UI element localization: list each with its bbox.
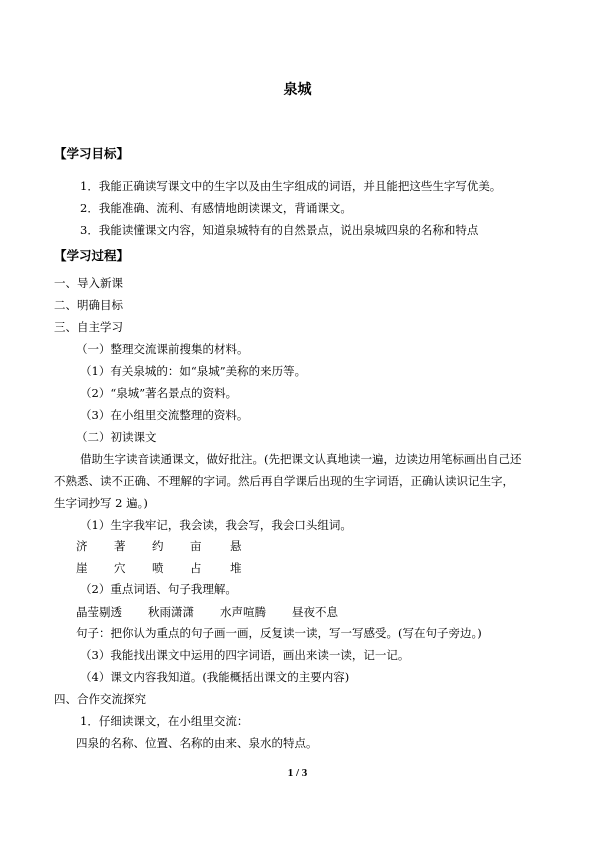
page-title: 泉城	[283, 82, 312, 98]
step-2: 二、明确目标	[54, 298, 123, 312]
phrase-item: 秋雨潇潇	[148, 605, 194, 619]
phrases-intro: （2）重点词语、句子我理解。	[80, 582, 237, 596]
part-1: （一）整理交流课前搜集的材料。	[76, 342, 249, 356]
chars-row-1	[76, 538, 242, 554]
char-item: 堆	[230, 561, 242, 575]
coop-1: 1．仔细读课文，在小组里交流：	[80, 714, 249, 728]
page-number: 1 / 3	[287, 767, 308, 779]
item-3: （3）在小组里交流整理的资料。	[80, 408, 249, 422]
item-4: （3）我能找出课文中运用的四字词语，画出来读一读，记一记。	[80, 648, 410, 662]
phrase-item: 水声喧腾	[220, 605, 266, 619]
goal-2: 2．我能准确、流利、有感情地朗读课文，背诵课文。	[80, 201, 352, 215]
item-5: （4）课文内容我知道。(我能概括出课文的主要内容)	[80, 670, 350, 684]
char-item: 著	[114, 539, 126, 553]
goal-3: 3．我能读懂课文内容，知道泉城特有的自然景点，说出泉城四泉的名称和特点	[80, 223, 479, 237]
char-item: 穴	[114, 561, 126, 575]
char-item: 崖	[76, 561, 88, 575]
item-2: （2）“泉城”著名景点的资料。	[80, 386, 238, 400]
goals-heading: 【学习目标】	[54, 146, 130, 161]
step-3: 三、自主学习	[54, 320, 123, 334]
process-heading: 【学习过程】	[54, 248, 130, 263]
char-item: 约	[152, 539, 164, 553]
sentence-task: 句子：把你认为重点的句子画一画，反复读一读，写一写感受。(写在句子旁边。)	[76, 626, 482, 640]
item-1: （1）有关泉城的：如“泉城”美称的来历等。	[80, 364, 307, 378]
char-item: 喷	[152, 561, 164, 575]
paragraph-line-3: 生字词抄写 2 遍。)	[54, 496, 148, 510]
phrases-row	[76, 604, 338, 620]
char-item: 亩	[190, 539, 202, 553]
chars-intro: （1）生字我牢记，我会读，我会写，我会口头组词。	[80, 518, 352, 532]
coop-2: 四泉的名称、位置、名称的由来、泉水的特点。	[76, 736, 318, 750]
part-2: （二）初读课文	[76, 430, 157, 444]
paragraph-line-2: 不熟悉、读不正确、不理解的字词。然后再自学课后出现的生字词语，正确认读识记生字，	[54, 474, 514, 488]
step-1: 一、导入新课	[54, 276, 123, 290]
char-item: 济	[76, 539, 88, 553]
paragraph-line-1: 借助生字读音读通课文，做好批注。(先把课文认真地读一遍，边读边用笔标画出自己还	[80, 452, 522, 466]
step-4: 四、合作交流探究	[54, 692, 146, 706]
phrase-item: 昼夜不息	[292, 605, 338, 619]
char-item: 占	[190, 561, 202, 575]
goal-1: 1．我能正确读写课文中的生字以及由生字组成的词语，并且能把这些生字写优美。	[80, 179, 502, 193]
phrase-item: 晶莹剔透	[76, 605, 122, 619]
char-item: 悬	[230, 539, 242, 553]
chars-row-2	[76, 560, 242, 576]
